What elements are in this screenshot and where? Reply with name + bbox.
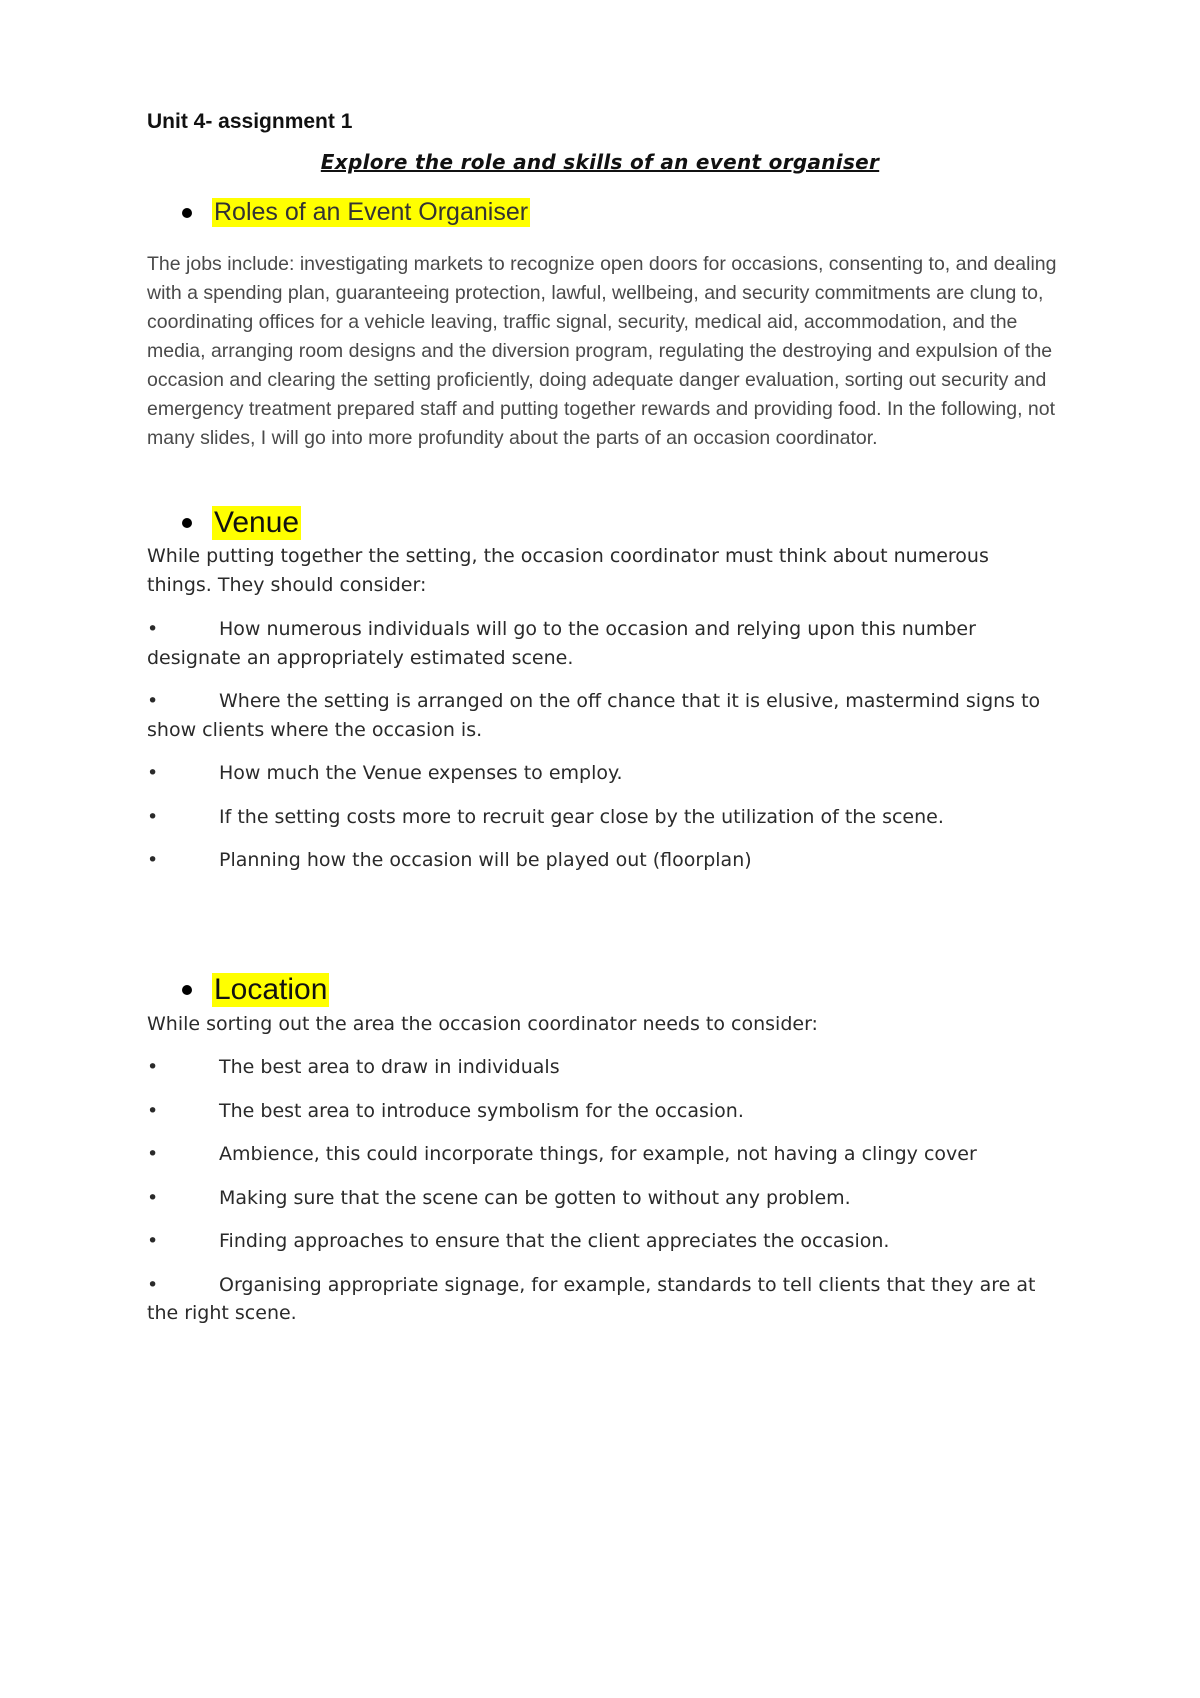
location-heading-text: Location [214, 973, 328, 1006]
list-item-text: Organising appropriate signage, for example, standards to tell clients that they are at the right scene. [147, 1273, 1036, 1324]
unit-title: Unit 4- assignment 1 [147, 110, 353, 133]
list-item-text: Where the setting is arranged on the off chance that it is elusive, mastermind signs to show clients where the occasion is. [147, 690, 1041, 741]
list-item-text: Ambience, this could incorporate things, for example, not having a clingy cover [219, 1143, 977, 1165]
venue-intro: While putting together the setting, the occasion coordinator must think about numerous things. They should consider: [147, 545, 989, 596]
bullet-mark: • [147, 762, 159, 784]
list-item-text: How much the Venue expenses to employ. [219, 762, 623, 784]
list-item [147, 846, 1067, 875]
bullet-mark: • [147, 1230, 159, 1252]
bullet-icon [182, 518, 192, 528]
bullet-mark: • [147, 690, 159, 712]
roles-heading [182, 198, 530, 227]
list-item [147, 1140, 1067, 1169]
bullet-mark: • [147, 805, 159, 828]
bullet-mark: • [147, 618, 159, 640]
bullet-mark: • [147, 849, 159, 871]
bullet-icon [182, 208, 192, 218]
bullet-mark: • [147, 1273, 159, 1296]
list-item-text: Planning how the occasion will be played out (floorplan) [219, 849, 752, 871]
list-item [147, 1184, 1067, 1213]
location-heading [182, 973, 329, 1007]
list-item-text: Finding approaches to ensure that the client appreciates the occasion. [219, 1230, 890, 1252]
list-item [147, 1053, 1067, 1082]
bullet-mark: • [147, 1186, 159, 1209]
venue-heading [182, 506, 301, 540]
bullet-mark: • [147, 1099, 159, 1122]
list-item [147, 803, 1067, 832]
bullet-mark: • [147, 1143, 159, 1165]
list-item-text: How numerous individuals will go to the occasion and relying upon this number designate an appropriately estimated scene. [147, 618, 976, 669]
list-item [147, 1271, 1067, 1328]
venue-heading-text: Venue [214, 506, 300, 539]
list-item [147, 1227, 1067, 1256]
list-item-text: Making sure that the scene can be gotten to without any problem. [219, 1186, 851, 1209]
location-intro: While sorting out the area the occasion coordinator needs to consider: [147, 1013, 818, 1035]
venue-list [147, 615, 1067, 890]
list-item [147, 615, 1067, 672]
roles-paragraph: The jobs include: investigating markets to recognize open doors for occasions, consenting to, and dealing with a spending plan, guaranteeing protection, lawful, wellbeing, and security commitments are clung to, coordinating offices for a vehicle leaving, traffic signal, security, medical aid, accommodation, and the media, arranging room designs and the diversion program, regulating the destroying and expulsion of the occasion and clearing the setting proficiently, doing adequate danger evaluation, sorting out security and emergency treatment prepared staff and putting together rewards and providing food. In the following, not many slides, I will go into more profundity about the parts of an occasion coordinator. [147, 253, 1057, 449]
location-list [147, 1053, 1067, 1343]
list-item-text: The best area to draw in individuals [219, 1056, 560, 1078]
bullet-icon [182, 985, 192, 995]
list-item [147, 1097, 1067, 1126]
list-item [147, 759, 1067, 788]
list-item-text: The best area to introduce symbolism for the occasion. [219, 1099, 744, 1122]
bullet-mark: • [147, 1056, 159, 1078]
list-item [147, 687, 1067, 744]
main-title: Explore the role and skills of an event organiser [320, 150, 880, 174]
roles-heading-text: Roles of an Event Organiser [214, 198, 529, 226]
list-item-text: If the setting costs more to recruit gear close by the utilization of the scene. [219, 805, 944, 828]
